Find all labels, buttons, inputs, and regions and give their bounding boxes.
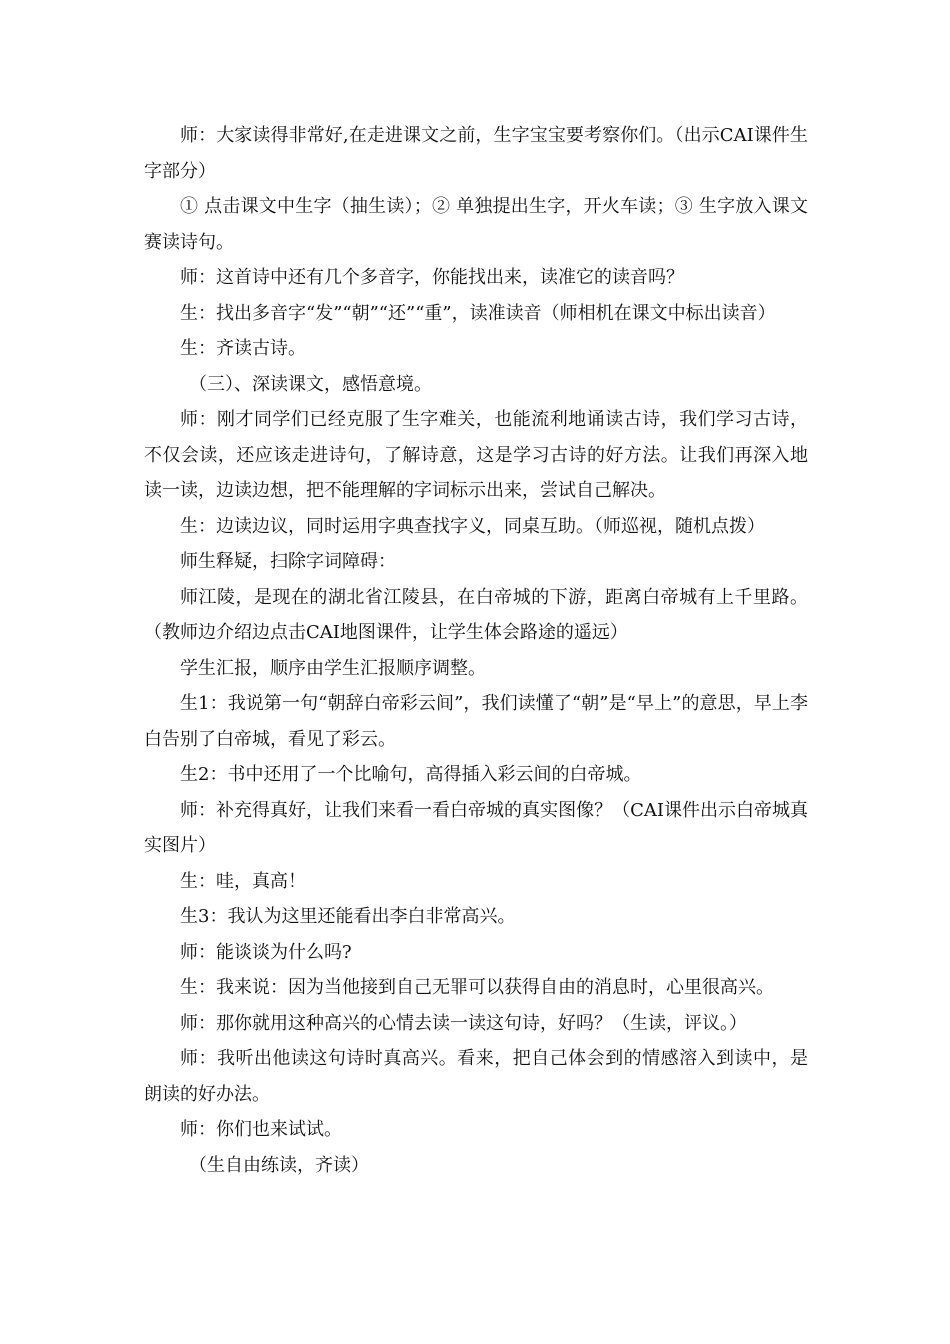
paragraph: 生2：书中还用了一个比喻句，高得插入彩云间的白帝城。: [180, 764, 642, 785]
section-heading: （三）、深读课文，感悟意境。: [189, 373, 432, 395]
paragraph: 生：我来说：因为当他接到自己无罪可以获得自由的消息时，心里很高兴。: [180, 977, 774, 998]
paragraph: 生3：我认为这里还能看出李白非常高兴。: [180, 906, 516, 927]
paragraph: 生：找出多音字“发”“朝”“还”“重”，读准读音（师相机在课文中标出读音）: [180, 302, 776, 324]
paragraph: 师：这首诗中还有几个多音字，你能找出来，读准它的读音吗？: [180, 267, 684, 288]
paragraph: 师：我听出他读这句诗时真高兴。看来，把自己体会到的情感溶入到读中，是朗读的好办法。: [144, 1048, 808, 1105]
document-body: [144, 118, 808, 1183]
paragraph: 师：补充得真好，让我们来看一看白帝城的真实图像？（CAI课件出示白帝城真实图片）: [144, 799, 808, 856]
paragraph: 师：能谈谈为什么吗?: [180, 941, 352, 963]
paragraph: 生：哇，真高！: [180, 870, 306, 892]
paragraph: 学生汇报，顺序由学生汇报顺序调整。: [180, 657, 486, 679]
paragraph: 师：大家读得非常好,在走进课文之前，生字宝宝要考察你们。（出示CAI课件生字部分）: [144, 125, 808, 182]
paragraph: 生：边读边议，同时运用字典查找字义，同桌互助。（师巡视，随机点拨）: [180, 515, 765, 537]
paragraph: 师：那你就用这种高兴的心情去读一读这句诗，好吗？（生读，评议。）: [180, 1012, 747, 1034]
paragraph: 师生释疑，扫除字词障碍：: [180, 551, 396, 572]
paragraph: 生1：我说第一句“朝辞白帝彩云间”，我们读懂了“朝”是“早上”的意思，早上李白告别了白帝城，看见了彩云。: [144, 693, 808, 750]
paragraph: 生：齐读古诗。: [180, 338, 306, 359]
paragraph: （生自由练读，齐读）: [189, 1154, 369, 1176]
paragraph: 师：刚才同学们已经克服了生字难关，也能流利地诵读古诗，我们学习古诗，不仅会读，还应该走进诗句，了解诗意，这是学习古诗的好方法。让我们再深入地读一读，边读边想，把不能理解的字词标示出来，尝试自己解决。: [144, 409, 808, 501]
paragraph: ① 点击课文中生字（抽生读）；② 单独提出生字，开火车读；③ 生字放入课文赛读诗句。: [144, 196, 808, 253]
paragraph: 师江陵，是现在的湖北省江陵县，在白帝城的下游，距离白帝城有上千里路。（教师边介绍边点击CAI地图课件，让学生体会路途的遥远）: [144, 586, 808, 643]
paragraph: 师：你们也来试试。: [180, 1119, 342, 1140]
